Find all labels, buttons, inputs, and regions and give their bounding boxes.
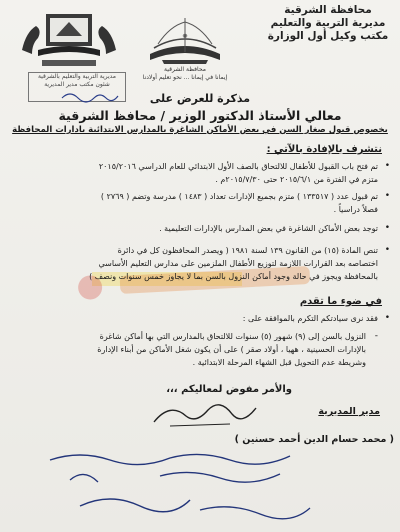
bullet-icon: • bbox=[384, 191, 390, 201]
letterhead-line: مكتب وكيل أول الوزارة bbox=[267, 30, 389, 42]
bullet-line: توجد بعض الأماكن الشاغرة في بعض المدارس بالإدارات التعليمية . bbox=[159, 224, 378, 233]
bullet-item bbox=[18, 312, 390, 325]
emblem-logo bbox=[140, 8, 230, 90]
bullet-line: تنص المادة (١٥) من القانون ١٣٩ لسنة ١٩٨١ ( ويصدر المحافظون كل في دائرة bbox=[117, 246, 378, 255]
bullet-line: فقد نرى سيادتكم التكرم بالموافقة على : bbox=[242, 314, 378, 323]
closing-phrase: والأمر مفوض لمعاليكم ،،، bbox=[166, 384, 292, 395]
bullet-item bbox=[18, 222, 390, 235]
bullet-icon: - bbox=[374, 331, 378, 341]
bullet-line: النزول بالسن إلى (٩) شهور (٥) سنوات للالتحاق بالمدارس التي بها أماكن شاغرة bbox=[99, 332, 366, 341]
bullet-line: متزم في الفترة من ٢٠١٥/٦/١ حتى ٢٠١٥/٧/٣٠م . bbox=[215, 175, 378, 184]
bullet-line: تم فتح باب القبول للأطفال للالتحاق بالصف الأول الابتدائي للعام الدراسي ٢٠١٥/٢٠١٦ bbox=[98, 162, 378, 171]
letterhead bbox=[262, 4, 394, 43]
emblem-caption: محافظة الشرقية bbox=[164, 66, 206, 73]
letterhead-line: محافظة الشرقية bbox=[284, 4, 372, 16]
subject-line: بخصوص قبول صغار السن في بعض الأماكن الشاغرة بالمدارس الابتدائية بادارات المحافظة bbox=[12, 125, 388, 135]
bullet-icon: • bbox=[384, 313, 390, 323]
book-emblem-icon bbox=[140, 8, 230, 66]
letterhead-line: مديرية التربية والتعليم bbox=[270, 17, 386, 29]
bullet-icon: • bbox=[384, 245, 390, 255]
bullet-line: بالمحافظة ويجوز في حالة وجود أماكن النزول بالسن بما لا يجاوز خمس سنوات ونصف ) bbox=[89, 272, 378, 281]
stamp-line: مديرية التربية والتعليم بالشرقية bbox=[37, 73, 117, 80]
director-name: ( محمد حسام الدين أحمد حسنين ) bbox=[234, 434, 394, 445]
bullet-line: بالإدارات الحسينية ، ههيا ، أولاد صقر ) على أن يكون شغل الأماكن من أبناء الإدارة bbox=[97, 345, 366, 354]
director-title: مدير المديرية bbox=[318, 406, 380, 417]
sub-bullet-item bbox=[20, 330, 378, 369]
addressee: معالي الأستاذ الدكتور الوزير / محافظ الشرقية bbox=[58, 108, 342, 123]
bullet-line: تم قبول عدد ( ١٣٣٥١٧ ) متزم بجميع الإدارات تعداد ( ١٤٨٣ ) مدرسة وتضم ( ٢٧٦٩ ) bbox=[100, 192, 378, 201]
bullet-line: وشريطة عدم التحويل قبل الشهاء المرحلة الابتدائية . bbox=[192, 358, 366, 367]
bullet-icon: • bbox=[384, 223, 390, 233]
bullet-item bbox=[18, 244, 390, 283]
svg-text:❁: ❁ bbox=[182, 33, 188, 40]
section-heading: في ضوء ما تقدم bbox=[299, 296, 382, 307]
directorate-logo bbox=[8, 6, 130, 76]
signature bbox=[150, 396, 260, 432]
memo-title: مذكرة للعرض على bbox=[149, 92, 251, 105]
bullet-item bbox=[18, 190, 390, 216]
section-heading: نتشرف بالإفادة بالآتي : bbox=[266, 144, 382, 155]
bullet-line: اختصاصه بعد القرارات اللازمة لتوزيع الأطفال الملزمين على مدارس التعليم الأساسي bbox=[98, 259, 378, 268]
emblem-slogan: إيمانا في إيمانا ... نحو تعليم أولادنا bbox=[142, 74, 228, 81]
bullet-icon: • bbox=[384, 161, 390, 171]
handwritten-approval bbox=[40, 448, 320, 528]
bullet-item bbox=[18, 160, 390, 186]
stamp-line: شئون مكتب مدير المديرية bbox=[44, 81, 110, 88]
bullet-line: فصلاً دراسياً . bbox=[333, 205, 378, 214]
horses-book-logo-icon bbox=[8, 6, 130, 76]
